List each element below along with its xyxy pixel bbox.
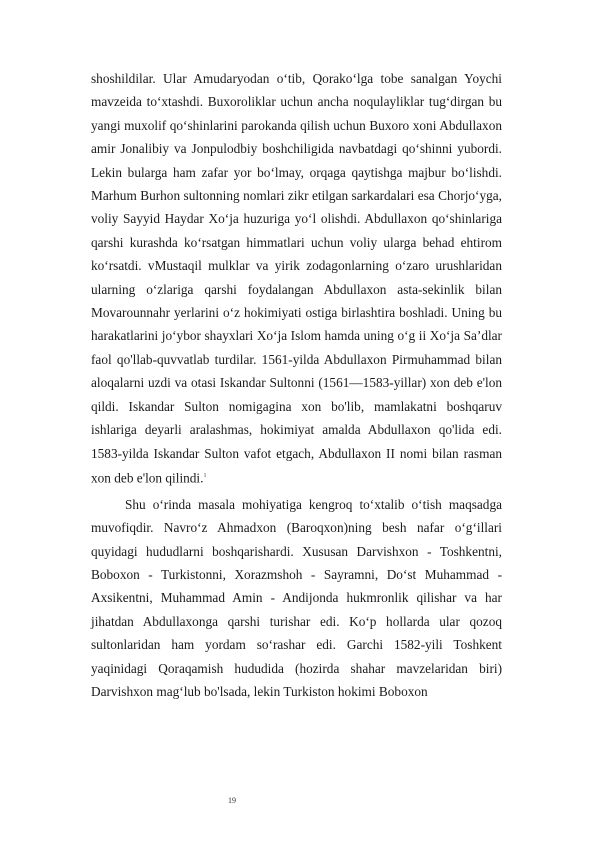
footnote-marker[interactable]: 1 xyxy=(203,472,207,479)
paragraph-1 xyxy=(91,67,502,490)
paragraph-2 xyxy=(91,493,502,704)
paragraph-2-text: Shu o‘rinda masala mohiyatiga kengroq to‘xtalib o‘tish maqsadga muvofiqdir. Navro‘z Ahmadxon (Baroqxon)ning besh nafar o‘g‘illari quyidagi hududlarni boshqarishardi. Xususan Darvishxon - Toshkentni, Boboxon - Turkistonni, Xorazmshoh - Sayramni, Do‘st Muhammad - Axsikentni, Muhammad Amin - Andijonda hukmronlik qilishar va har jihatdan Abdullaxonga qarshi turishar edi. Ko‘p hollarda ular qozoq sultonlaridan ham yordam so‘rashar edi. Garchi 1582-yili Toshkent yaqinidagi Qoraqamish hududida (hozirda shahar mavzelaridan biri) Darvishxon mag‘lub bo'lsada, lekin Turkiston hokimi Boboxon xyxy=(91,496,502,699)
paragraph-1-text: shoshildilar. Ular Amudaryodan o‘tib, Qorako‘lga tobe sanalgan Yoychi mavzeida to‘xtashdi. Buxoroliklar uchun ancha noqulayliklar tug‘dirgan bu yangi muxolif qo‘shinlarini parokanda qilish uchun Buxoro xoni Abdullaxon amir Jonalibiy va Jonpulodbiy boshchiligida navbatdagi qo‘shinni yubordi. Lekin bularga ham zafar yor bo‘lmay, orqaga qaytishga majbur bo‘lishdi. Marhum Burhon sultonning nomlari zikr etilgan sarkardalari esa Chorjo‘yga, voliy Sayyid Haydar Xo‘ja huzuriga yo‘l olishdi. Abdullaxon qo‘shinlariga qarshi kurashda ko‘rsatgan himmatlari uchun voliy ularga behad ehtirom ko‘rsatdi. vMustaqil mulklar va yirik zodagonlarning o‘zaro urushlaridan ularning o‘zlariga qarshi foydalangan Abdullaxon asta-sekinlik bilan Movarounnahr yerlarini o‘z hokimiyati ostiga birlashtira boshladi. Uning bu harakatlarini jo‘ybor shayxlari Xo‘ja Islom hamda uning o‘g ii Xo‘ja Sa’dlar faol qo'llab-quvvatlab turdilar. 1561-yilda Abdullaxon Pirmuhammad bilan aloqalarni uzdi va otasi Iskandar Sultonni (1561—1583-yillar) xon deb e'lon qildi. Iskandar Sulton nomigagina xon bo'lib, mamlakatni boshqaruv ishlariga deyarli aralashmas, hokimiyat amalda Abdullaxon qo'lida edi. 1583-yilda Iskandar Sulton vafot etgach, Abdullaxon II nomi bilan rasman xon deb e'lon qilindi. xyxy=(91,71,502,486)
document-body xyxy=(91,67,502,703)
page-number: 19 xyxy=(228,796,236,805)
